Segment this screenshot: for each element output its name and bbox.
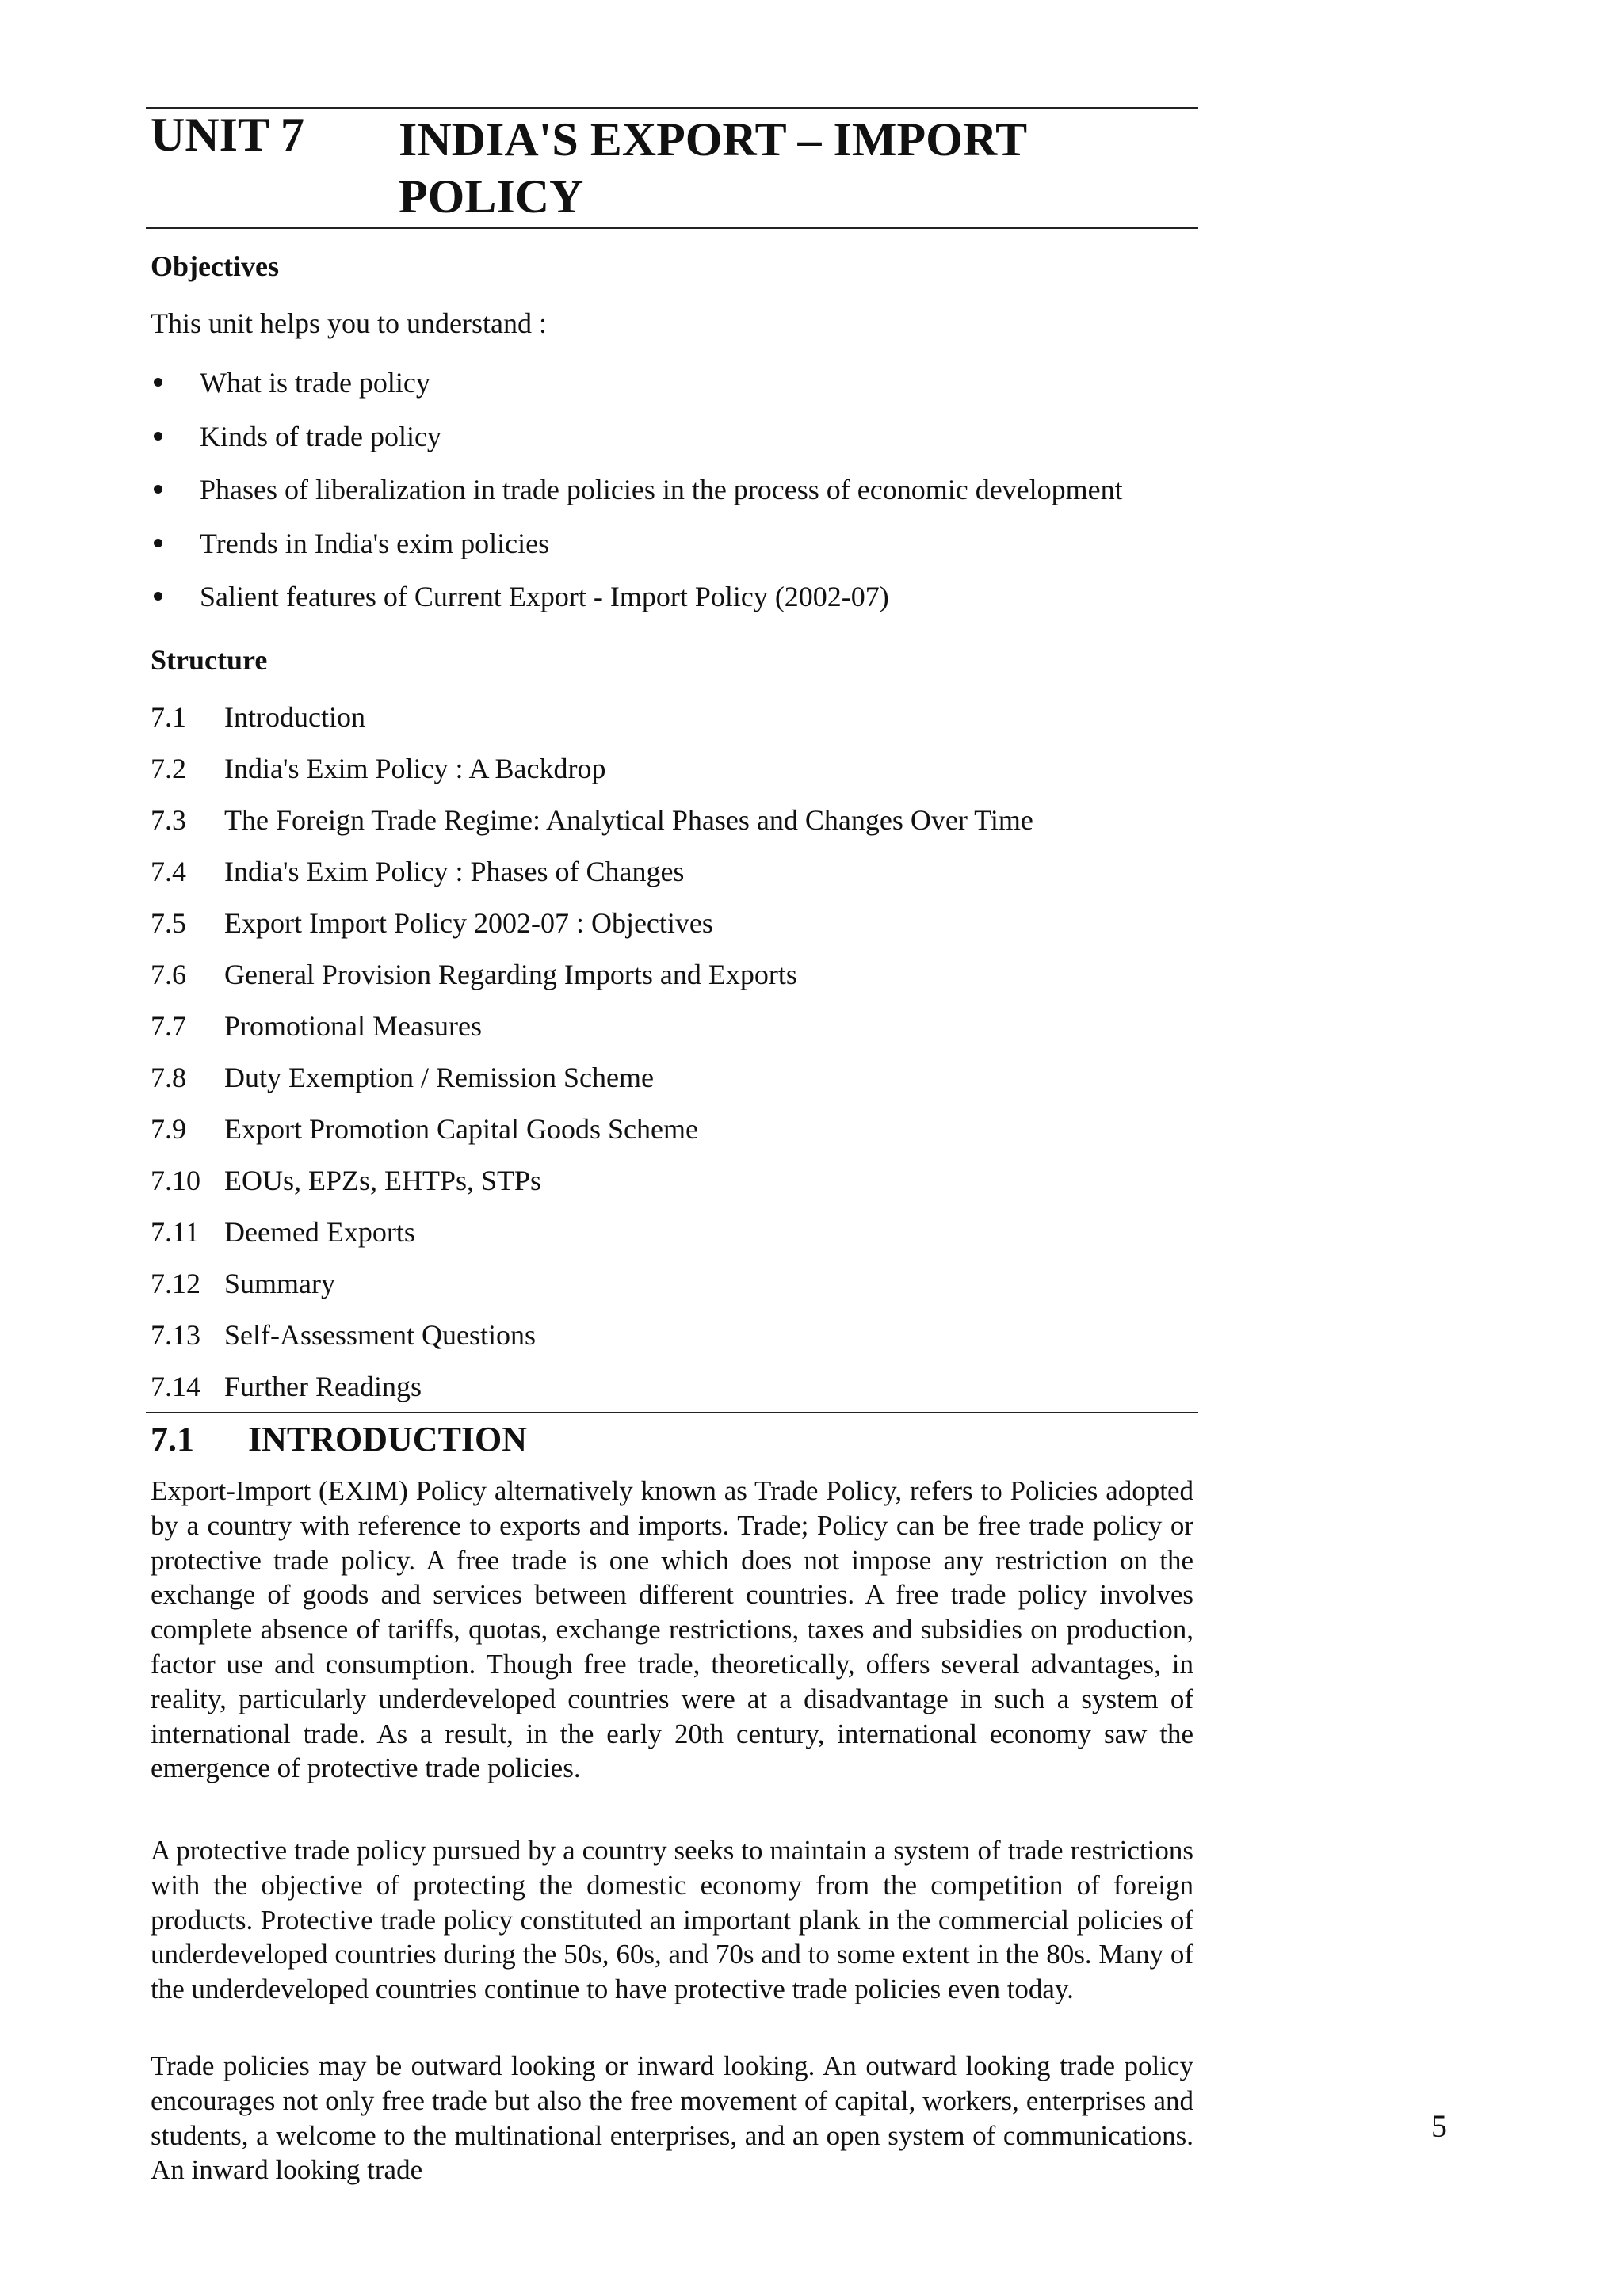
objectives-intro: This unit helps you to understand : xyxy=(151,307,547,339)
toc-item: 7.11 Deemed Exports xyxy=(151,1216,415,1248)
introduction-paragraph: A protective trade policy pursued by a country seeks to maintain a system of trade restrictions with the objective of protecting the domestic economy from the competition of foreign products. Protective trade policy constituted an important plank in the commercial policies of underdeveloped countries during the 50s, 60s, and 70s and to some extent in the 80s. Many of the underdeveloped countries continue to have protective trade policies even today. xyxy=(151,1835,1193,2005)
structure-heading: Structure xyxy=(151,644,268,676)
bullet-icon xyxy=(154,539,162,547)
structure-list xyxy=(151,703,1033,1424)
bullet-icon xyxy=(154,432,162,441)
toc-item: 7.13 Self-Assessment Questions xyxy=(151,1319,536,1351)
objective-item: Phases of liberalization in trade policies in the process of economic development xyxy=(151,475,1123,529)
toc-item: 7.2 India's Exim Policy : A Backdrop xyxy=(151,753,606,784)
unit-number: UNIT 7 xyxy=(151,109,304,161)
toc-item: 7.7 Promotional Measures xyxy=(151,1010,482,1042)
introduction-paragraph: Export-Import (EXIM) Policy alternatively known as Trade Policy, refers to Policies adopted by a country with reference to exports and imports. Trade; Policy can be free trade policy or protective trade policy. A free trade is one which does not impose any restriction on the exchange of goods and services between different countries. A free trade policy involves complete absence of tariffs, quotas, exchange restrictions, taxes and subsidies on production, factor use and consumption. Though free trade, theoretically, offers several advantages, in reality, particularly underdeveloped countries were at a disadvantage in such a system of international trade. As a result, in the early 20th century, international economy saw the emergence of protective trade policies. xyxy=(151,1475,1193,1784)
introduction-top-rule xyxy=(146,1412,1198,1413)
introduction-heading: 7.1 INTRODUCTION xyxy=(151,1420,528,1459)
toc-item: 7.3 The Foreign Trade Regime: Analytical Phases and Changes Over Time xyxy=(151,804,1033,836)
unit-title: INDIA'S EXPORT – IMPORT POLICY xyxy=(399,113,1027,223)
introduction-paragraph: Trade policies may be outward looking or inward looking. An outward looking trade policy encourages not only free trade but also the free movement of capital, workers, enterprises and students, a welcome to the multinational enterprises, and an open system of communications. An inward looking trade xyxy=(151,2050,1193,2186)
toc-item: 7.9 Export Promotion Capital Goods Scheme xyxy=(151,1113,698,1145)
toc-item: 7.12 Summary xyxy=(151,1268,335,1299)
objective-item: Kinds of trade policy xyxy=(151,422,1123,476)
title-bottom-rule xyxy=(146,227,1198,229)
toc-item: 7.6 General Provision Regarding Imports and Exports xyxy=(151,959,797,990)
bullet-icon xyxy=(154,592,162,601)
toc-item: 7.14 Further Readings xyxy=(151,1371,422,1402)
objective-item: What is trade policy xyxy=(151,368,1123,422)
toc-item: 7.1 Introduction xyxy=(151,701,365,733)
toc-item: 7.5 Export Import Policy 2002-07 : Objectives xyxy=(151,907,713,939)
page-number: 5 xyxy=(1431,2108,1447,2144)
bullet-icon xyxy=(154,378,162,387)
toc-item: 7.4 India's Exim Policy : Phases of Changes xyxy=(151,856,685,887)
toc-item: 7.10 EOUs, EPZs, EHTPs, STPs xyxy=(151,1165,542,1196)
objective-item: Salient features of Current Export - Import Policy (2002-07) xyxy=(151,582,1123,636)
objective-item: Trends in India's exim policies xyxy=(151,529,1123,583)
objectives-list xyxy=(151,368,1123,636)
bullet-icon xyxy=(154,485,162,494)
toc-item: 7.8 Duty Exemption / Remission Scheme xyxy=(151,1062,654,1093)
objectives-heading: Objectives xyxy=(151,250,279,282)
